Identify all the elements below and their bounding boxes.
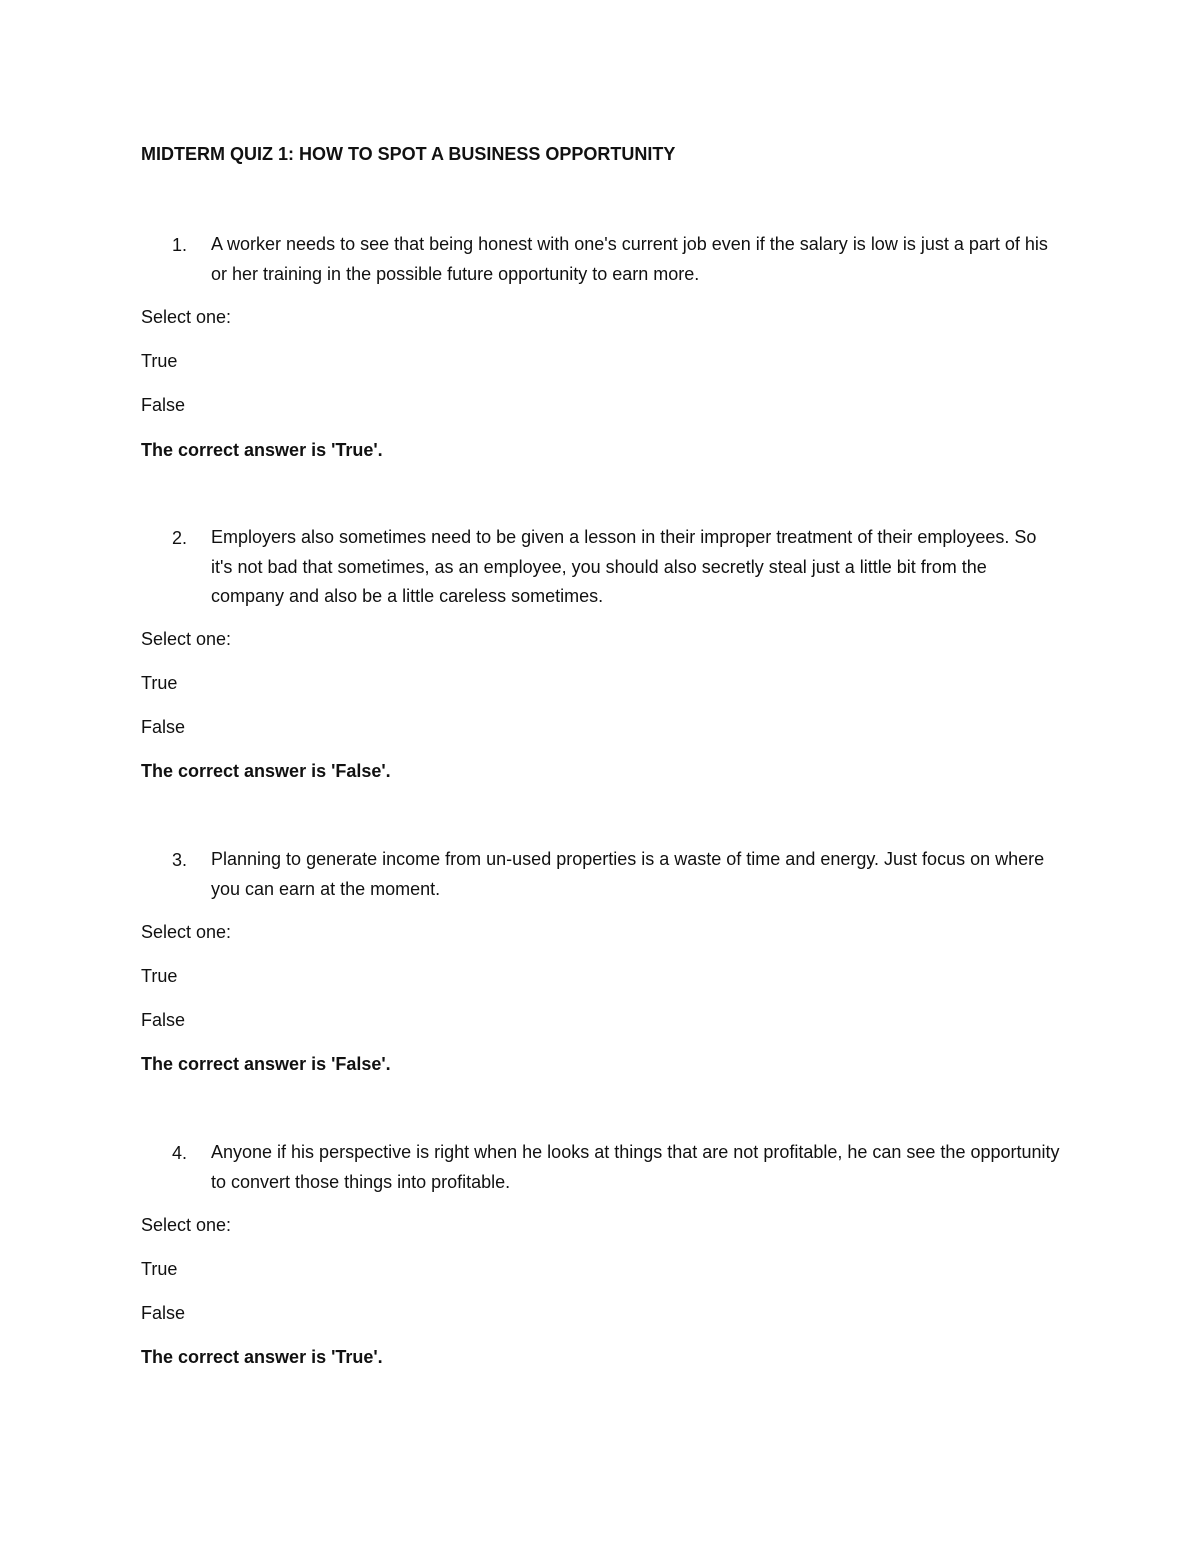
question-text: Anyone if his perspective is right when he looks at things that are not profitable, he can see the opportunity to convert those things into profitable. [211,1142,1060,1192]
select-one-label: Select one: [141,1215,232,1235]
select-one-label: Select one: [141,922,232,942]
select-one-label: Select one: [141,629,232,649]
question-text: Employers also sometimes need to be given a lesson in their improper treatment of their employees. So it's not bad that sometimes, as an employee, you should also secretly steal just a little bit from the company and also be a little careless sometimes. [211,527,1037,606]
question-number: 2. [172,528,188,548]
question-number: 1. [172,235,188,255]
option-false[interactable]: False [141,717,186,737]
question-2 [0,523,1200,606]
option-false[interactable]: False [141,1010,186,1030]
question-text: Planning to generate income from un-used properties is a waste of time and energy. Just focus on where you can earn at the moment. [211,849,1045,899]
correct-answer: The correct answer is 'False'. [141,1054,391,1074]
option-false[interactable]: False [141,1303,186,1323]
question-4 [0,1138,1200,1192]
document-title: MIDTERM QUIZ 1: HOW TO SPOT A BUSINESS OPPORTUNITY [141,144,676,164]
question-number: 4. [172,1143,188,1163]
question-text: A worker needs to see that being honest with one's current job even if the salary is low is just a part of his or her training in the possible future opportunity to earn more. [211,234,1048,284]
option-true[interactable]: True [141,966,178,986]
select-one-label: Select one: [141,307,232,327]
option-true[interactable]: True [141,673,178,693]
correct-answer: The correct answer is 'False'. [141,761,391,781]
question-1 [0,230,1200,284]
question-number: 3. [172,850,188,870]
correct-answer: The correct answer is 'True'. [141,1347,383,1367]
question-3 [0,845,1200,899]
option-true[interactable]: True [141,1259,178,1279]
option-true[interactable]: True [141,351,178,371]
option-false[interactable]: False [141,395,186,415]
correct-answer: The correct answer is 'True'. [141,440,383,460]
